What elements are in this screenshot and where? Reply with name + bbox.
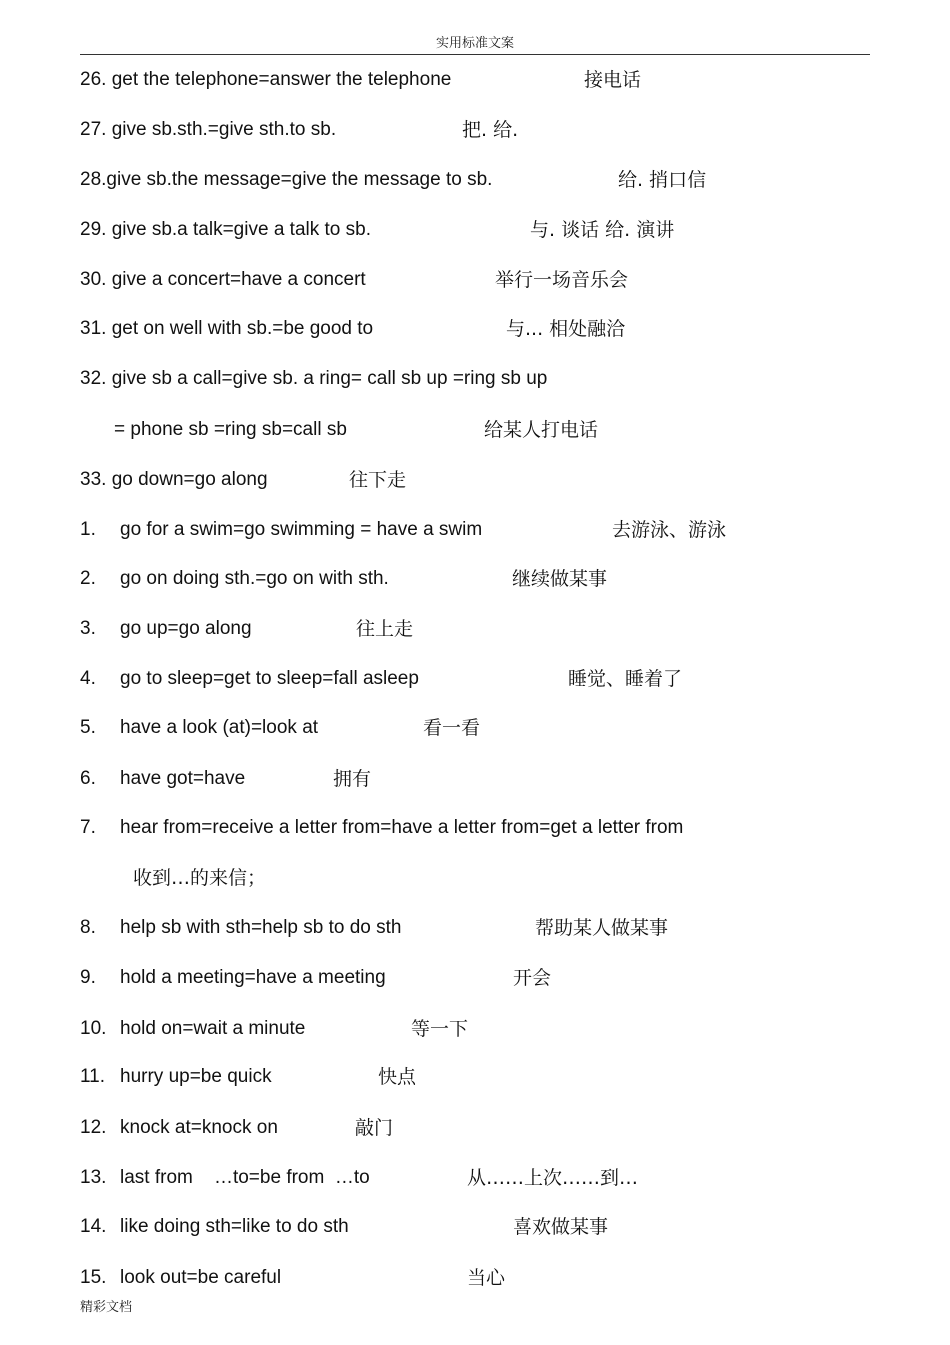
item-number: 2. [80, 568, 96, 589]
item-number: 12. [80, 1117, 107, 1138]
phrase-meaning: 敲门 [355, 1117, 394, 1139]
phrase-meaning: 收到…的来信； [133, 867, 267, 889]
item-number: 4. [80, 668, 96, 689]
phrase-text: = phone sb =ring sb=call sb [114, 419, 347, 440]
item-number: 3. [80, 618, 96, 639]
phrase-meaning: 开会 [513, 967, 552, 989]
item-number: 10. [80, 1018, 107, 1039]
item-number: 15. [80, 1267, 107, 1288]
item-number: 7. [80, 817, 96, 838]
phrase-text: help sb with sth=help sb to do sth [120, 917, 402, 938]
item-number: 6. [80, 768, 96, 789]
phrase-meaning: 与... 相处融洽 [506, 318, 626, 340]
phrase-text: look out=be careful [120, 1267, 282, 1288]
phrase-text: have a look (at)=look at [120, 717, 319, 738]
phrase-text: knock at=knock on [120, 1117, 278, 1138]
phrase-meaning: 喜欢做某事 [513, 1216, 609, 1238]
item-number: 5. [80, 717, 96, 738]
phrase-text: go on doing sth.=go on with sth. [120, 568, 389, 589]
page-footer: 精彩文档 [80, 1300, 133, 1315]
phrase-meaning: 帮助某人做某事 [535, 917, 669, 939]
item-number: 14. [80, 1216, 107, 1237]
phrase-text: 26. get the telephone=answer the telephone [80, 69, 452, 90]
phrase-meaning: 去游泳、游泳 [612, 519, 727, 541]
phrase-text: 29. give sb.a talk=give a talk to sb. [80, 219, 371, 240]
phrase-meaning: 举行一场音乐会 [495, 269, 629, 291]
phrase-meaning: 把. 给. [462, 119, 519, 141]
phrase-text: hold on=wait a minute [120, 1018, 306, 1039]
phrase-text: last from …to=be from …to [120, 1167, 370, 1188]
phrase-meaning: 拥有 [333, 768, 372, 790]
phrase-text: 32. give sb a call=give sb. a ring= call sb up =ring sb up [80, 368, 548, 389]
phrase-meaning: 当心 [467, 1267, 506, 1289]
phrase-meaning: 等一下 [411, 1018, 469, 1040]
phrase-meaning: 睡觉、睡着了 [568, 668, 683, 690]
page-header: 实用标准文案 [435, 36, 514, 51]
phrase-meaning: 看一看 [423, 717, 481, 739]
phrase-text: go for a swim=go swimming = have a swim [120, 519, 483, 540]
phrase-meaning: 接电话 [584, 69, 642, 91]
item-number: 11. [80, 1066, 106, 1087]
phrase-meaning: 给某人打电话 [484, 419, 599, 441]
phrase-text: hold a meeting=have a meeting [120, 967, 386, 988]
phrase-text: go up=go along [120, 618, 252, 639]
phrase-meaning: 与. 谈话 给. 演讲 [530, 219, 675, 241]
phrase-text: 27. give sb.sth.=give sth.to sb. [80, 119, 337, 140]
phrase-meaning: 继续做某事 [512, 568, 608, 590]
phrase-meaning: 给. 捎口信 [618, 169, 707, 191]
phrase-text: have got=have [120, 768, 246, 789]
item-number: 9. [80, 967, 96, 988]
phrase-meaning: 往下走 [349, 469, 407, 491]
phrase-meaning: 快点 [378, 1066, 417, 1088]
item-number: 1. [80, 519, 96, 540]
phrase-text: 31. get on well with sb.=be good to [80, 318, 374, 339]
phrase-text: 33. go down=go along [80, 469, 268, 490]
phrase-text: hear from=receive a letter from=have a letter from=get a letter from [120, 817, 684, 838]
item-number: 13. [80, 1167, 107, 1188]
phrase-text: 28.give sb.the message=give the message to sb. [80, 169, 493, 190]
phrase-meaning: 往上走 [356, 618, 414, 640]
header-rule [80, 54, 870, 55]
phrase-text: hurry up=be quick [120, 1066, 272, 1087]
phrase-text: like doing sth=like to do sth [120, 1216, 349, 1237]
phrase-text: 30. give a concert=have a concert [80, 269, 366, 290]
item-number: 8. [80, 917, 96, 938]
phrase-meaning: 从……上次……到… [467, 1167, 639, 1189]
phrase-text: go to sleep=get to sleep=fall asleep [120, 668, 419, 689]
